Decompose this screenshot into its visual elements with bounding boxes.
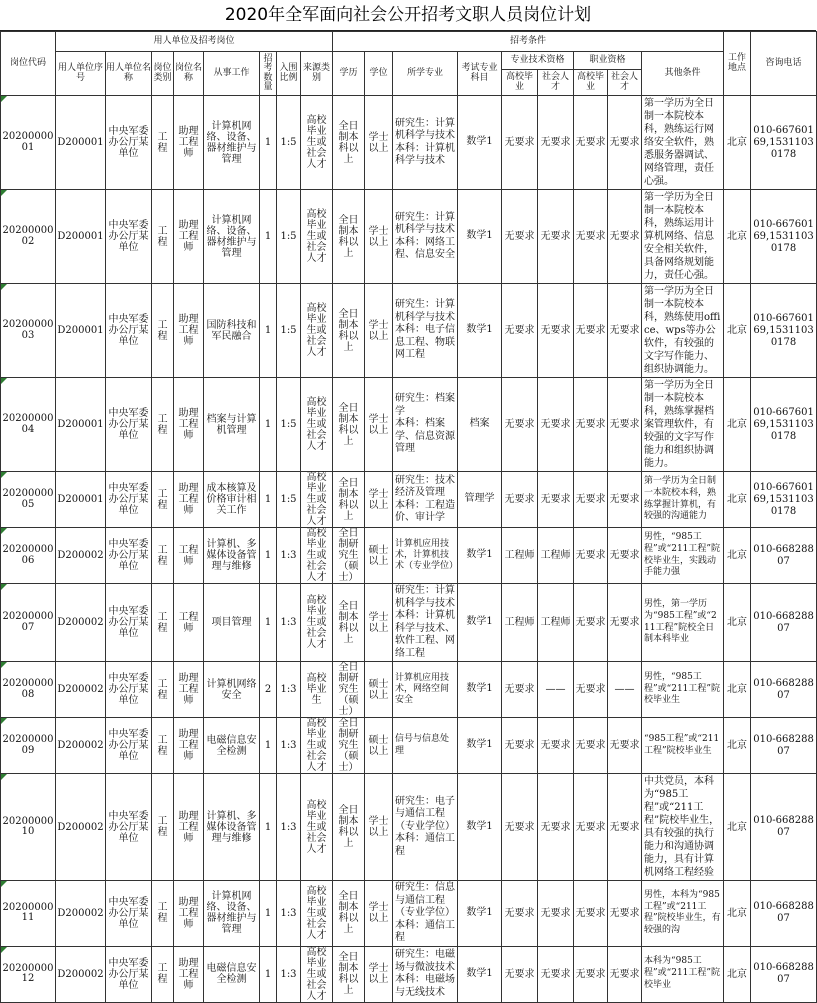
post-name-cell: 助理工程师 <box>174 718 204 774</box>
other-cell: 男性，“985工程”或“211工程”院校毕业生，实践动手能力强 <box>642 528 724 584</box>
table-body <box>1 96 817 1003</box>
phone-cell: 010-66760169,15311030178 <box>751 96 817 190</box>
table-row <box>1 378 817 472</box>
unit-name-cell: 中央军委办公厅某单位 <box>106 662 152 718</box>
table-row <box>1 284 817 378</box>
count-cell: 1 <box>260 774 277 881</box>
post-type-cell: 工程 <box>152 584 174 662</box>
location-cell: 北京 <box>724 378 751 472</box>
degree-cell: 学士以上 <box>365 190 393 284</box>
post-type-cell: 工程 <box>152 190 174 284</box>
location-cell: 北京 <box>724 472 751 528</box>
exam-subject-cell: 数学1 <box>458 190 502 284</box>
education-cell: 全日制本科以上 <box>333 774 365 881</box>
post-name-cell: 助理工程师 <box>174 881 204 947</box>
header-tech-qualification: 专业技术资格 <box>502 52 574 70</box>
location-cell: 北京 <box>724 718 751 774</box>
tech-social-cell: 无要求 <box>538 96 574 190</box>
tech-social-cell: 工程师 <box>538 528 574 584</box>
ratio-cell: 1:3 <box>277 528 301 584</box>
vocation-school-cell: 无要求 <box>574 774 608 881</box>
source-cell: 高校毕业生或社会人才 <box>301 528 333 584</box>
header-post-name: 岗位名称 <box>174 52 204 96</box>
work-cell: 成本核算及价格审计相关工作 <box>204 472 260 528</box>
post-type-cell: 工程 <box>152 528 174 584</box>
location-cell: 北京 <box>724 584 751 662</box>
major-cell: 研究生：计算机科学与技术 本科：计算机科学与技术 <box>393 96 458 190</box>
unit-no-cell: D200001 <box>56 96 106 190</box>
ratio-cell: 1:3 <box>277 774 301 881</box>
tech-social-cell: 无要求 <box>538 378 574 472</box>
vocation-social-cell: 无要求 <box>608 946 642 1002</box>
post-type-cell: 工程 <box>152 284 174 378</box>
post-code-cell: 2020000011 <box>1 881 56 947</box>
unit-no-cell: D200001 <box>56 284 106 378</box>
ratio-cell: 1:5 <box>277 190 301 284</box>
location-cell: 北京 <box>724 96 751 190</box>
count-cell: 1 <box>260 584 277 662</box>
source-cell: 高校毕业生或社会人才 <box>301 472 333 528</box>
count-cell: 1 <box>260 881 277 947</box>
unit-no-cell: D200001 <box>56 190 106 284</box>
major-cell: 信号与信息处理 <box>393 718 458 774</box>
post-type-cell: 工程 <box>152 718 174 774</box>
work-cell: 计算机网络、设备、器材维护与管理 <box>204 881 260 947</box>
header-source: 来源类别 <box>301 52 333 96</box>
other-cell: 中共党员，本科为“985工程”或“211工程”院校毕业生，具有较强的执行能力和沟通协调能力，具有计算机网络工程经验 <box>642 774 724 881</box>
source-cell: 高校毕业生或社会人才 <box>301 284 333 378</box>
post-name-cell: 助理工程师 <box>174 378 204 472</box>
work-cell: 电磁信息安全检测 <box>204 718 260 774</box>
source-cell: 高校毕业生或社会人才 <box>301 190 333 284</box>
major-cell: 研究生：电子与通信工程（专业学位） 本科：通信工程 <box>393 774 458 881</box>
unit-no-cell: D200002 <box>56 774 106 881</box>
header-unit-no: 用人单位序号 <box>56 52 106 96</box>
source-cell: 高校毕业生或社会人才 <box>301 378 333 472</box>
tech-school-cell: 无要求 <box>502 946 538 1002</box>
phone-cell: 010-66760169,15311030178 <box>751 190 817 284</box>
education-cell: 全日制本科以上 <box>333 881 365 947</box>
location-cell: 北京 <box>724 662 751 718</box>
table-row <box>1 96 817 190</box>
major-cell: 计算机应用技术，计算机技术（专业学位） <box>393 528 458 584</box>
other-cell: “985工程”或“211工程”院校毕业生 <box>642 718 724 774</box>
unit-name-cell: 中央军委办公厅某单位 <box>106 96 152 190</box>
exam-subject-cell: 数学1 <box>458 584 502 662</box>
post-code-cell: 2020000003 <box>1 284 56 378</box>
other-cell: 男性，“985工程”或“211工程”院校毕业生 <box>642 662 724 718</box>
unit-name-cell: 中央军委办公厅某单位 <box>106 284 152 378</box>
unit-no-cell: D200002 <box>56 881 106 947</box>
vocation-school-cell: 无要求 <box>574 378 608 472</box>
vocation-social-cell: —— <box>608 662 642 718</box>
work-cell: 项目管理 <box>204 584 260 662</box>
header-vocation-qualification: 职业资格 <box>574 52 642 70</box>
vocation-school-cell: 无要求 <box>574 881 608 947</box>
unit-no-cell: D200001 <box>56 378 106 472</box>
phone-cell: 010-66760169,15311030178 <box>751 284 817 378</box>
ratio-cell: 1:3 <box>277 881 301 947</box>
other-cell: 男性，第一学历为“985工程”或“211工程”院校全日制本科毕业 <box>642 584 724 662</box>
exam-subject-cell: 数学1 <box>458 284 502 378</box>
count-cell: 2 <box>260 662 277 718</box>
unit-name-cell: 中央军委办公厅某单位 <box>106 881 152 947</box>
education-cell: 全日制研究生（硕士） <box>333 662 365 718</box>
major-cell: 研究生：信息与通信工程（专业学位） 本科：通信工程 <box>393 881 458 947</box>
education-cell: 全日制本科以上 <box>333 190 365 284</box>
header-phone: 咨询电话 <box>751 32 817 96</box>
header-vocation-social: 社会人才 <box>608 70 642 96</box>
degree-cell: 硕士以上 <box>365 662 393 718</box>
header-education: 学历 <box>333 52 365 96</box>
education-cell: 全日制本科以上 <box>333 946 365 1002</box>
other-cell: 第一学历为全日制一本院校本科，熟练掌握档案管理软件，有较强的文字写作能力和组织协调能力。 <box>642 378 724 472</box>
degree-cell: 学士以上 <box>365 284 393 378</box>
exam-subject-cell: 数学1 <box>458 881 502 947</box>
work-cell: 计算机网络安全 <box>204 662 260 718</box>
exam-subject-cell: 管理学 <box>458 472 502 528</box>
post-code-cell: 2020000002 <box>1 190 56 284</box>
major-cell: 研究生：计算机科学与技术 本科：电子信息工程、物联网工程 <box>393 284 458 378</box>
tech-social-cell: 无要求 <box>538 774 574 881</box>
tech-school-cell: 无要求 <box>502 472 538 528</box>
header-tech-school: 高校毕业 <box>502 70 538 96</box>
major-cell: 研究生：技术经济及管理 本科：工程造价、审计学 <box>393 472 458 528</box>
education-cell: 全日制本科以上 <box>333 96 365 190</box>
table-row <box>1 584 817 662</box>
post-code-cell: 2020000010 <box>1 774 56 881</box>
tech-social-cell: 无要求 <box>538 946 574 1002</box>
source-cell: 高校毕业生或社会人才 <box>301 881 333 947</box>
location-cell: 北京 <box>724 946 751 1002</box>
vocation-social-cell: 无要求 <box>608 584 642 662</box>
count-cell: 1 <box>260 528 277 584</box>
post-code-cell: 2020000005 <box>1 472 56 528</box>
exam-subject-cell: 数学1 <box>458 774 502 881</box>
header-post-type: 岗位类别 <box>152 52 174 96</box>
vocation-social-cell: 无要求 <box>608 284 642 378</box>
unit-name-cell: 中央军委办公厅某单位 <box>106 774 152 881</box>
unit-name-cell: 中央军委办公厅某单位 <box>106 946 152 1002</box>
degree-cell: 学士以上 <box>365 881 393 947</box>
tech-school-cell: 工程师 <box>502 584 538 662</box>
vocation-school-cell: 无要求 <box>574 584 608 662</box>
header-post-code: 岗位代码 <box>1 32 56 96</box>
recruitment-table <box>0 31 817 1003</box>
phone-cell: 010-66828807 <box>751 662 817 718</box>
exam-subject-cell: 数学1 <box>458 718 502 774</box>
header-major: 所学专业 <box>393 52 458 96</box>
unit-name-cell: 中央军委办公厅某单位 <box>106 472 152 528</box>
tech-school-cell: 无要求 <box>502 774 538 881</box>
phone-cell: 010-66828807 <box>751 946 817 1002</box>
other-cell: 第一学历为全日制一本院校本科，熟练运用计算机网络、信息安全相关软件，具备网络规划能力，责任心强。 <box>642 190 724 284</box>
table-row <box>1 662 817 718</box>
table-row <box>1 472 817 528</box>
work-cell: 计算机、多媒体设备管理与维修 <box>204 528 260 584</box>
header-ratio: 入围比例 <box>277 52 301 96</box>
table-row <box>1 190 817 284</box>
post-type-cell: 工程 <box>152 946 174 1002</box>
source-cell: 高校毕业生 <box>301 662 333 718</box>
post-code-cell: 2020000004 <box>1 378 56 472</box>
table-row <box>1 881 817 947</box>
education-cell: 全日制本科以上 <box>333 284 365 378</box>
header-vocation-school: 高校毕业 <box>574 70 608 96</box>
education-cell: 全日制研究生（硕士） <box>333 528 365 584</box>
vocation-school-cell: 无要求 <box>574 472 608 528</box>
source-cell: 高校毕业生或社会人才 <box>301 774 333 881</box>
table-row <box>1 528 817 584</box>
education-cell: 全日制本科以上 <box>333 472 365 528</box>
phone-cell: 010-66828807 <box>751 881 817 947</box>
degree-cell: 学士以上 <box>365 774 393 881</box>
exam-subject-cell: 数学1 <box>458 96 502 190</box>
vocation-school-cell: 无要求 <box>574 718 608 774</box>
post-code-cell: 2020000007 <box>1 584 56 662</box>
table-row <box>1 946 817 1002</box>
post-type-cell: 工程 <box>152 774 174 881</box>
vocation-social-cell: 无要求 <box>608 472 642 528</box>
vocation-social-cell: 无要求 <box>608 718 642 774</box>
tech-school-cell: 无要求 <box>502 718 538 774</box>
vocation-school-cell: 无要求 <box>574 662 608 718</box>
source-cell: 高校毕业生或社会人才 <box>301 946 333 1002</box>
unit-name-cell: 中央军委办公厅某单位 <box>106 378 152 472</box>
work-cell: 档案与计算机管理 <box>204 378 260 472</box>
vocation-school-cell: 无要求 <box>574 946 608 1002</box>
work-cell: 国防科技和军民融合 <box>204 284 260 378</box>
tech-social-cell: 无要求 <box>538 190 574 284</box>
post-name-cell: 工程师 <box>174 528 204 584</box>
tech-school-cell: 无要求 <box>502 284 538 378</box>
header-exam-subject: 考试专业科目 <box>458 52 502 96</box>
count-cell: 1 <box>260 472 277 528</box>
count-cell: 1 <box>260 378 277 472</box>
unit-name-cell: 中央军委办公厅某单位 <box>106 584 152 662</box>
vocation-school-cell: 无要求 <box>574 528 608 584</box>
ratio-cell: 1:5 <box>277 378 301 472</box>
post-code-cell: 2020000001 <box>1 96 56 190</box>
exam-subject-cell: 数学1 <box>458 946 502 1002</box>
degree-cell: 学士以上 <box>365 472 393 528</box>
unit-no-cell: D200002 <box>56 584 106 662</box>
header-degree: 学位 <box>365 52 393 96</box>
other-cell: 第一学历为全日制一本院校本科，熟练使用office、wps等办公软件，有较强的文字写作能力、组织协调能力。 <box>642 284 724 378</box>
location-cell: 北京 <box>724 190 751 284</box>
unit-name-cell: 中央军委办公厅某单位 <box>106 528 152 584</box>
work-cell: 计算机、多媒体设备管理与维修 <box>204 774 260 881</box>
degree-cell: 学士以上 <box>365 584 393 662</box>
major-cell: 研究生：计算机科学与技术 本科：网络工程、信息安全 <box>393 190 458 284</box>
tech-school-cell: 无要求 <box>502 881 538 947</box>
vocation-social-cell: 无要求 <box>608 528 642 584</box>
tech-school-cell: 无要求 <box>502 662 538 718</box>
post-code-cell: 2020000012 <box>1 946 56 1002</box>
post-code-cell: 2020000009 <box>1 718 56 774</box>
table-row <box>1 774 817 881</box>
major-cell: 研究生：档案学 本科：档案学、信息资源管理 <box>393 378 458 472</box>
post-name-cell: 助理工程师 <box>174 190 204 284</box>
vocation-social-cell: 无要求 <box>608 190 642 284</box>
degree-cell: 硕士以上 <box>365 528 393 584</box>
education-cell: 全日制本科以上 <box>333 584 365 662</box>
phone-cell: 010-66828807 <box>751 718 817 774</box>
other-cell: 第一学历为全日制一本院校本科，熟练掌握计算机，有较强的沟通能力 <box>642 472 724 528</box>
vocation-school-cell: 无要求 <box>574 96 608 190</box>
header-location: 工作地点 <box>724 32 751 96</box>
unit-no-cell: D200002 <box>56 946 106 1002</box>
phone-cell: 010-66760169,15311030178 <box>751 472 817 528</box>
work-cell: 计算机网络、设备、器材维护与管理 <box>204 190 260 284</box>
exam-subject-cell: 数学1 <box>458 662 502 718</box>
source-cell: 高校毕业生或社会人才 <box>301 718 333 774</box>
phone-cell: 010-66828807 <box>751 528 817 584</box>
tech-school-cell: 无要求 <box>502 96 538 190</box>
post-code-cell: 2020000008 <box>1 662 56 718</box>
vocation-social-cell: 无要求 <box>608 378 642 472</box>
post-type-cell: 工程 <box>152 96 174 190</box>
post-name-cell: 助理工程师 <box>174 946 204 1002</box>
other-cell: 第一学历为全日制一本院校本科，熟练运行网络安全软件，熟悉服务器调试、网络管理，责任心强。 <box>642 96 724 190</box>
count-cell: 1 <box>260 946 277 1002</box>
post-type-cell: 工程 <box>152 881 174 947</box>
count-cell: 1 <box>260 190 277 284</box>
post-type-cell: 工程 <box>152 472 174 528</box>
ratio-cell: 1:5 <box>277 96 301 190</box>
post-code-cell: 2020000006 <box>1 528 56 584</box>
vocation-school-cell: 无要求 <box>574 284 608 378</box>
post-name-cell: 助理工程师 <box>174 96 204 190</box>
count-cell: 1 <box>260 718 277 774</box>
other-cell: 男性，本科为“985工程”或“211工程”院校毕业生，有较强的沟 <box>642 881 724 947</box>
header-unit-name: 用人单位名称 <box>106 52 152 96</box>
phone-cell: 010-66828807 <box>751 584 817 662</box>
count-cell: 1 <box>260 284 277 378</box>
work-cell: 计算机网络、设备、器材维护与管理 <box>204 96 260 190</box>
ratio-cell: 1:3 <box>277 662 301 718</box>
header-tech-social: 社会人才 <box>538 70 574 96</box>
tech-school-cell: 无要求 <box>502 378 538 472</box>
source-cell: 高校毕业生或社会人才 <box>301 584 333 662</box>
tech-social-cell: 无要求 <box>538 472 574 528</box>
tech-school-cell: 工程师 <box>502 528 538 584</box>
tech-social-cell: —— <box>538 662 574 718</box>
tech-social-cell: 无要求 <box>538 718 574 774</box>
table-row <box>1 718 817 774</box>
degree-cell: 硕士以上 <box>365 718 393 774</box>
unit-no-cell: D200002 <box>56 528 106 584</box>
degree-cell: 学士以上 <box>365 946 393 1002</box>
header-other: 其他条件 <box>642 52 724 96</box>
location-cell: 北京 <box>724 774 751 881</box>
major-cell: 计算机应用技术，网络空间安全 <box>393 662 458 718</box>
unit-name-cell: 中央军委办公厅某单位 <box>106 190 152 284</box>
post-name-cell: 助理工程师 <box>174 662 204 718</box>
post-name-cell: 助理工程师 <box>174 472 204 528</box>
tech-school-cell: 无要求 <box>502 190 538 284</box>
unit-no-cell: D200002 <box>56 718 106 774</box>
major-cell: 研究生：计算机科学与技术 本科：计算机科学与技术、软件工程、网络工程 <box>393 584 458 662</box>
tech-social-cell: 无要求 <box>538 284 574 378</box>
location-cell: 北京 <box>724 528 751 584</box>
post-type-cell: 工程 <box>152 378 174 472</box>
ratio-cell: 1:3 <box>277 946 301 1002</box>
vocation-social-cell: 无要求 <box>608 774 642 881</box>
post-name-cell: 助理工程师 <box>174 774 204 881</box>
ratio-cell: 1:3 <box>277 718 301 774</box>
ratio-cell: 1:5 <box>277 472 301 528</box>
header-conditions-group: 招考条件 <box>333 32 724 52</box>
header-employer-group: 用人单位及招考岗位 <box>56 32 333 52</box>
exam-subject-cell: 档案 <box>458 378 502 472</box>
major-cell: 研究生：电磁场与微波技术 本科：电磁场与无线技术 <box>393 946 458 1002</box>
unit-no-cell: D200002 <box>56 662 106 718</box>
phone-cell: 010-66760169,15311030178 <box>751 378 817 472</box>
ratio-cell: 1:3 <box>277 584 301 662</box>
vocation-school-cell: 无要求 <box>574 190 608 284</box>
vocation-social-cell: 无要求 <box>608 881 642 947</box>
source-cell: 高校毕业生或社会人才 <box>301 96 333 190</box>
unit-no-cell: D200001 <box>56 472 106 528</box>
exam-subject-cell: 数学1 <box>458 528 502 584</box>
location-cell: 北京 <box>724 284 751 378</box>
tech-social-cell: 无要求 <box>538 881 574 947</box>
education-cell: 全日制本科以上 <box>333 378 365 472</box>
other-cell: 本科为“985工程”或“211工程”院校毕业 <box>642 946 724 1002</box>
degree-cell: 学士以上 <box>365 378 393 472</box>
page-title: 2020年全军面向社会公开招考文职人员岗位计划 <box>0 0 816 31</box>
tech-social-cell: 工程师 <box>538 584 574 662</box>
count-cell: 1 <box>260 96 277 190</box>
header-work: 从事工作 <box>204 52 260 96</box>
phone-cell: 010-66828807 <box>751 774 817 881</box>
post-name-cell: 助理工程师 <box>174 284 204 378</box>
post-type-cell: 工程 <box>152 662 174 718</box>
degree-cell: 学士以上 <box>365 96 393 190</box>
post-name-cell: 工程师 <box>174 584 204 662</box>
work-cell: 电磁信息安全检测 <box>204 946 260 1002</box>
ratio-cell: 1:5 <box>277 284 301 378</box>
header-count: 招考数量 <box>260 52 277 96</box>
vocation-social-cell: 无要求 <box>608 96 642 190</box>
unit-name-cell: 中央军委办公厅某单位 <box>106 718 152 774</box>
education-cell: 全日制研究生（硕士） <box>333 718 365 774</box>
location-cell: 北京 <box>724 881 751 947</box>
